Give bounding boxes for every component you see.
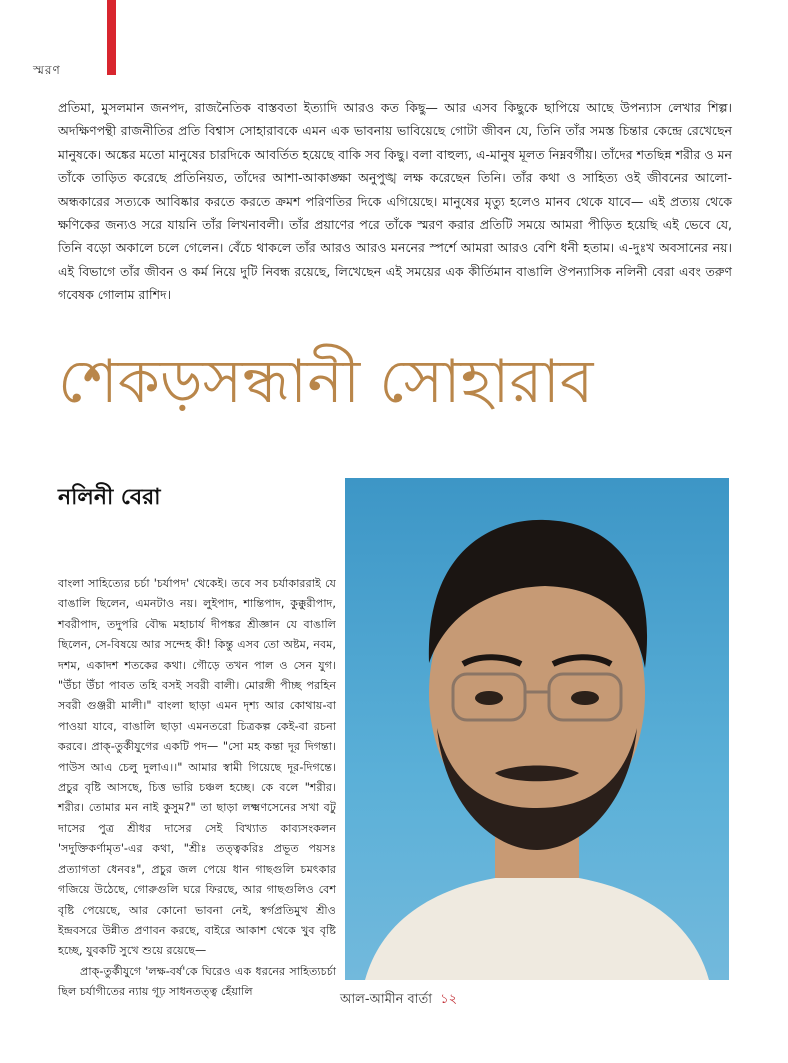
- page-footer: [340, 990, 457, 1011]
- body-paragraph-1: বাংলা সাহিত্যের চর্চা 'চর্যাপদ' থেকেই। তবে সব চর্যাকাররাই যে বাঙালি ছিলেন, এমনটাও নয়। লুইপাদ, শান্তিপাদ, কুক্কুরীপাদ, শবরীপাদ, তদুপরি বৌদ্ধ মহাচার্য দীপঙ্কর শ্রীজ্ঞান যে বাঙালি ছিলেন, সে-বিষয়ে আর সন্দেহ কী! কিন্তু এসব তো অষ্টম, নবম, দশম, একাদশ শতকের কথা। গৌড়ে তখন পাল ও সেন যুগ। "উঁচা উঁচা পাবত তহি বসই সবরী বালী। মোরঙ্গী পীচ্ছ পরহিন সবরী গুঞ্জরী মালী।" বাংলা ছাড়া এমন দৃশ্য আর কোথায়-বা পাওয়া যাবে, বাঙালি ছাড়া এমনতরো চিত্রকল্প কেই-বা রচনা করবে। প্রাক্-তুর্কীযুগের একটি পদ— "সো মহ কন্তা দূর দিগন্তা। পাউস আএ চেলু দুলাএ।।" আমার স্বামী গিয়েছে দূর-দিগন্তে। প্রচুর বৃষ্টি আসছে, চিত্ত ভারি চঞ্চল হচ্ছে। কে বলে "শরীর। শরীর। তোমার মন নাই কুসুম?" তা ছাড়া লক্ষ্মণসেনের সখা বটু দাসের পুত্র শ্রীধর দাসের সেই বিখ্যাত কাব্যসংকলন 'সদুক্তিকর্ণামৃত'-এর কথা, "শ্রীঃ তত্ত্বকরিঃ প্রভূত পয়সঃ প্রত্যাগতা ধেনবঃ", প্রচুর জল পেয়ে ধান গাছগুলি চমৎকার গজিয়ে উঠেছে, গোরুগুলি ঘরে ফিরছে, আর গাছগুলিও বেশ বৃষ্টি পেয়েছে, আর কোনো ভাবনা নেই, স্বর্গপ্রতিমুখ শ্রীও ইন্দ্রবসরে উন্নীত প্রণাবন করছে, বাইরে আকাশ থেকে খুব বৃষ্টি হচ্ছে, যুবকটি সুখে শুয়ে রয়েছে—: [58, 577, 336, 958]
- author-photo: [345, 478, 729, 980]
- page-number: ১২: [440, 992, 458, 1007]
- article-title: শেকড়সন্ধানী সোহারাব: [58, 347, 594, 417]
- magazine-name: আল-আমীন বার্তা: [340, 992, 433, 1007]
- intro-paragraph: প্রতিমা, মুসলমান জনপদ, রাজনৈতিক বাস্তবতা ইত্যাদি আরও কত কিছু— আর এসব কিছুকে ছাপিয়ে আছে উপন্যাস লেখার শিল্প। অদক্ষিণপন্থী রাজনীতির প্রতি বিশ্বাস সোহারাবকে এমন এক ভাবনায় ভাবিয়েছে গোটা জীবন যে, তিনি তাঁর সমস্ত চিন্তার কেন্দ্রে রেখেছেন মানুষকে। অঙ্কের মতো মানুষের চারদিকে আবর্তিত হয়েছে বাকি সব কিছু। বলা বাহুল্য, এ-মানুষ মূলত নিম্নবর্গীয়। তাঁদের শতছিন্ন শরীর ও মন তাঁকে তাড়িত করেছে প্রতিনিয়ত, তাঁদের আশা-আকাঙ্ক্ষা অনুপুঙ্খ লক্ষ করেছেন তিনি। তাঁর কথা ও সাহিত্য ওই জীবনের আলো-অন্ধকারের সত্যকে আবিষ্কার করতে করতে ক্রমশ পরিণতির দিকে এগিয়েছে। মানুষের মৃত্যু হলেও মানব থেকে যাবে— এই প্রত্যয় থেকে ক্ষণিকের জন্যও সরে যায়নি তাঁর লিখনাবলী। তাঁর প্রয়াণের পরে তাঁকে স্মরণ করার প্রতিটি সময়ে আমরা পীড়িত হয়েছি এই ভেবে যে, তিনি বড়ো অকালে চলে গেলেন। বেঁচে থাকলে তাঁর আরও আরও মননের স্পর্শে আমরা আরও বেশি ধনী হতাম। এ-দুঃখ অবসানের নয়। এই বিভাগে তাঁর জীবন ও কর্ম নিয়ে দুটি নিবন্ধ রয়েছে, লিখেছেন এই সময়ের এক কীর্তিমান বাঙালি ঔপন্যাসিক নলিনী বেরা এবং তরুণ গবেষক গোলাম রাশিদ।: [58, 100, 732, 303]
- article-body: [58, 574, 336, 1003]
- article-author: নলিনী বেরা: [58, 485, 161, 510]
- body-paragraph-2: প্রাক্-তুর্কীযুগে 'লক্ষ-বর্ষ'কে ঘিরেও এক ধরনের সাহিত্যচর্চা ছিল চর্যাগীতের ন্যায় গূঢ় সাধনতত্ত্ব হেঁয়ালি: [58, 964, 336, 999]
- portrait-icon: [345, 478, 729, 980]
- accent-bar: [107, 0, 116, 75]
- section-label: স্মরণ: [33, 63, 61, 77]
